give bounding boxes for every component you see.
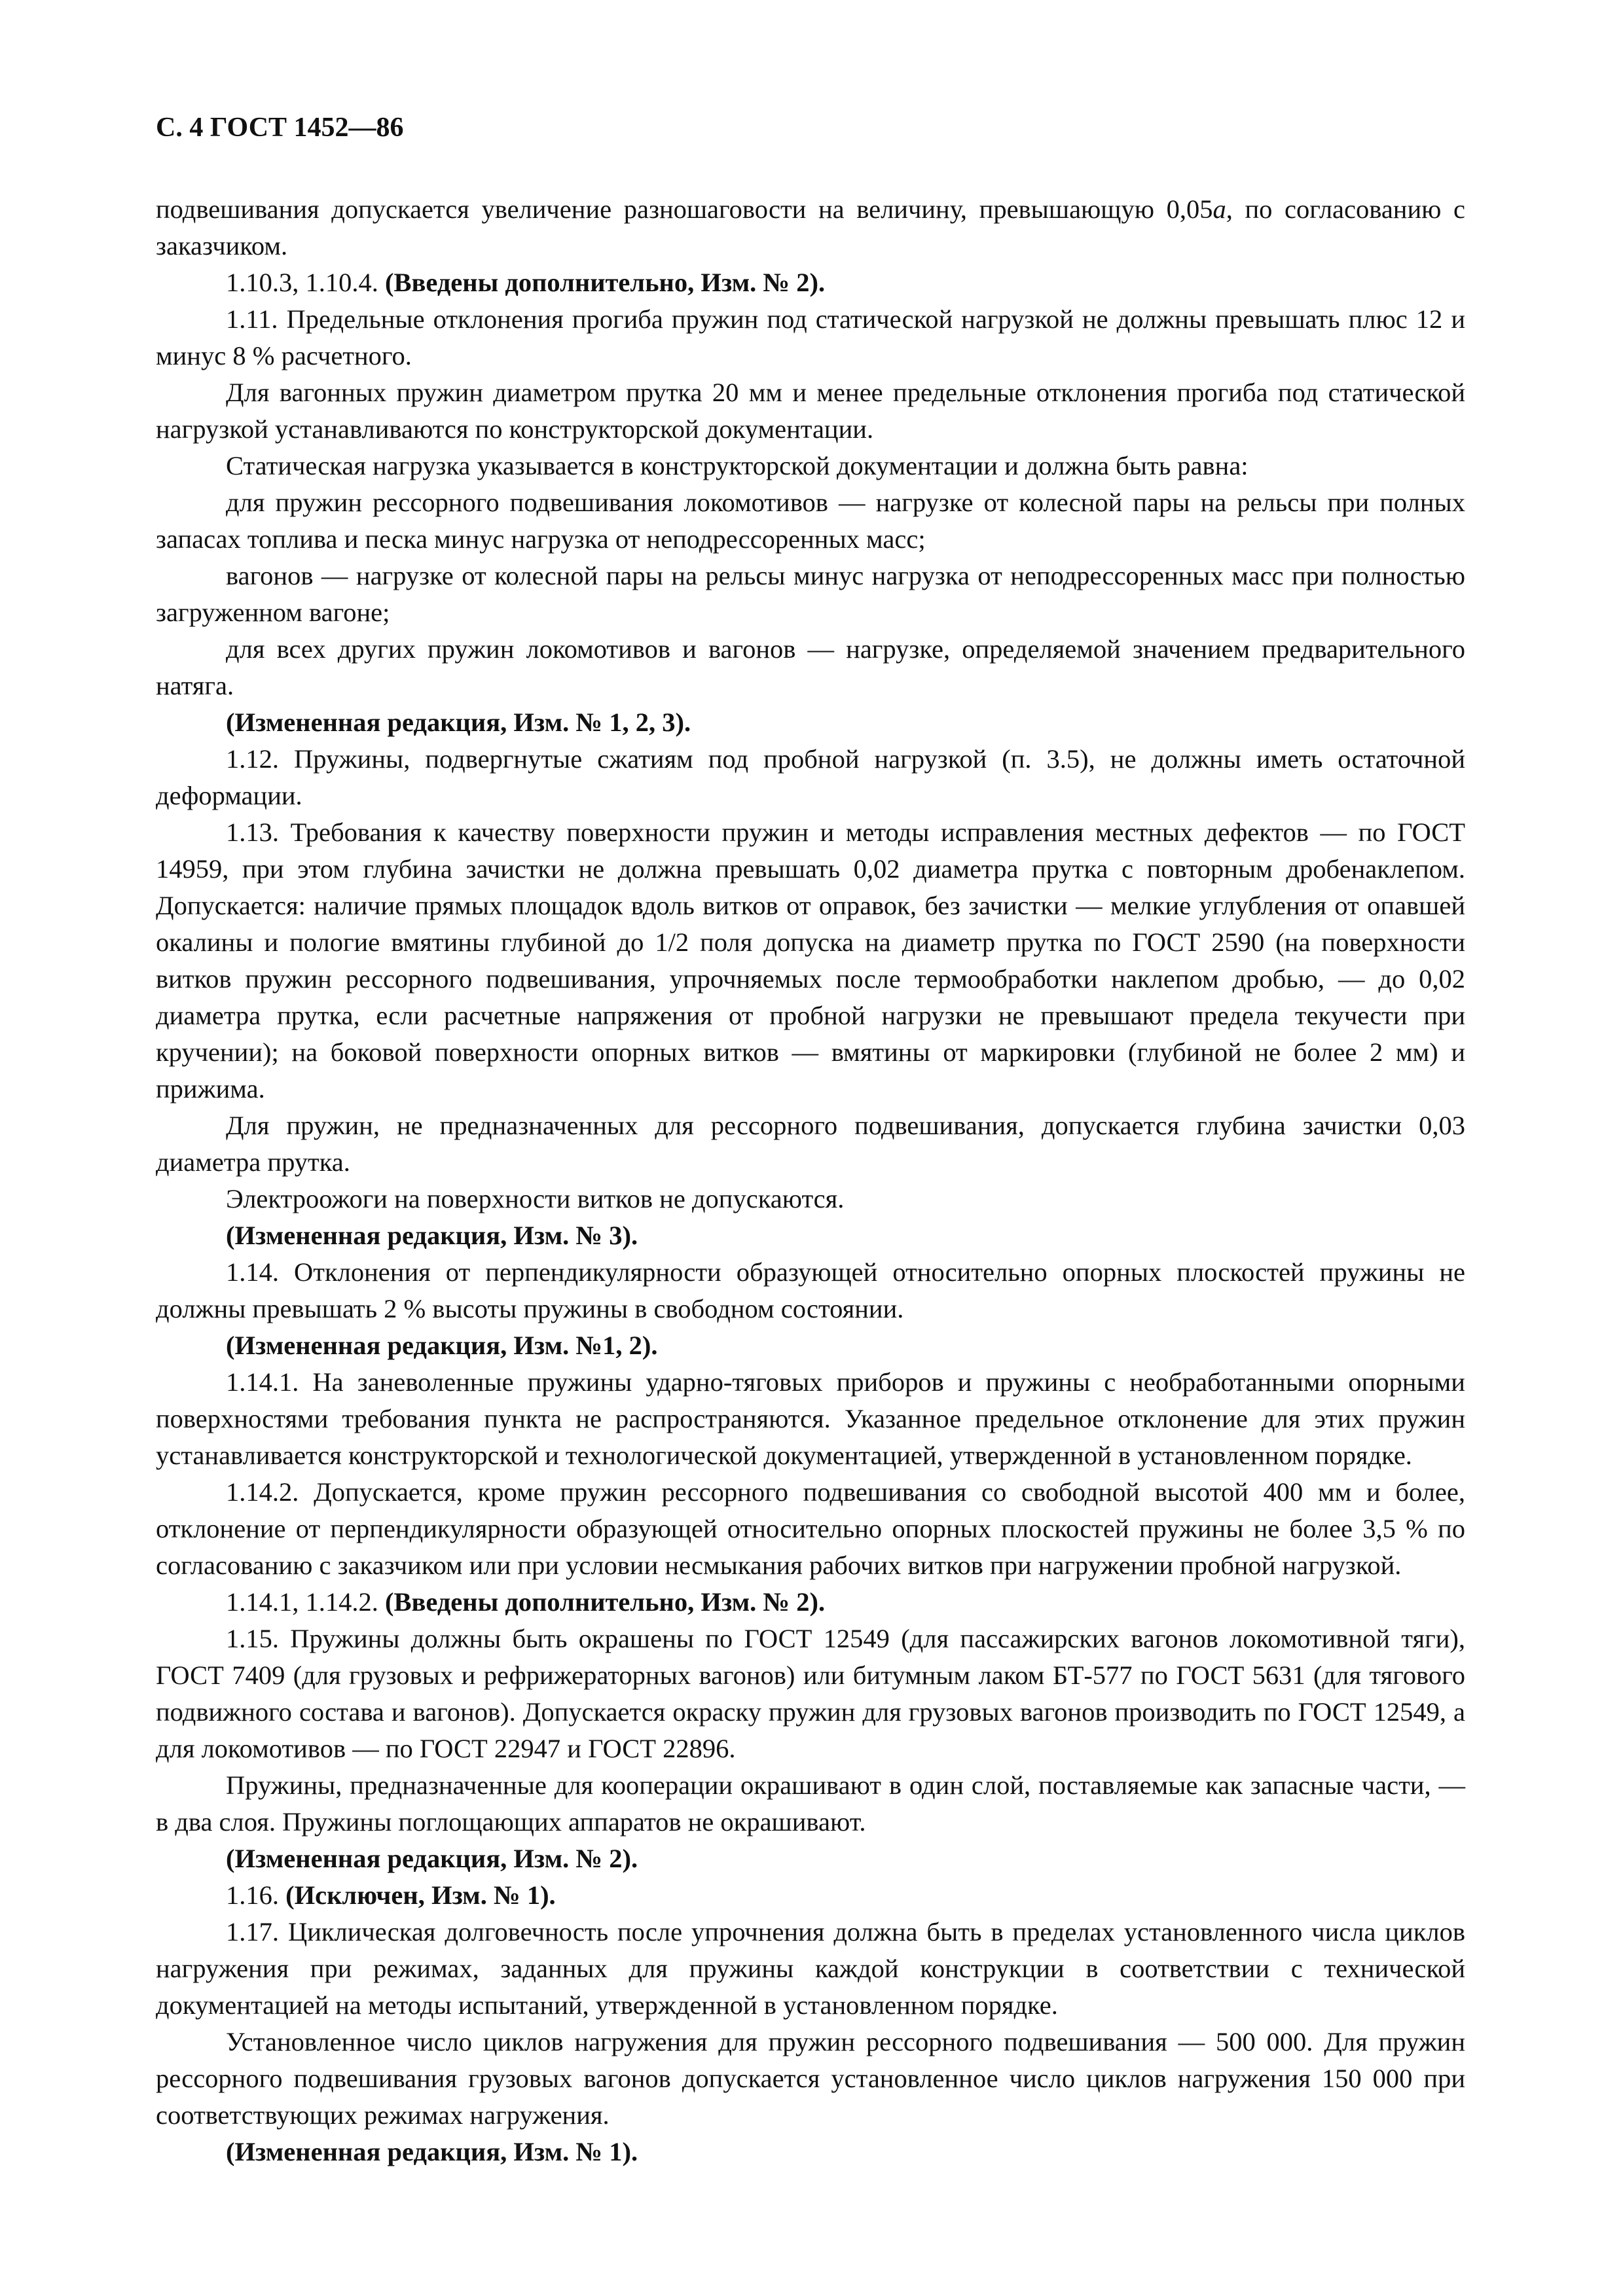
clause-1-10-3-note bbox=[156, 264, 1465, 301]
amendment-note: (Измененная редакция, Изм. №1, 2). bbox=[226, 1331, 658, 1360]
clause-1-14-1: 1.14.1. На заневоленные пружины ударно-тяговых приборов и пружины с необработанными опорными поверхностями требования пункта не распространяются. Указанное предельное отклонение для этих пружин устанавливается конструкторской и технологической документацией, утвержденной в установленном порядке. bbox=[156, 1367, 1465, 1470]
variable-a: a bbox=[1213, 194, 1226, 224]
amendment-note: (Введены дополнительно, Изм. № 2). bbox=[385, 268, 826, 297]
amendment-note: (Исключен, Изм. № 1). bbox=[285, 1880, 556, 1910]
clause-1-15: 1.15. Пружины должны быть окрашены по ГОСТ 12549 (для пассажирских вагонов локомотивной тяги), ГОСТ 7409 (для грузовых и рефрижераторных вагонов) или битумным лаком БТ-577 по ГОСТ 5631 (для тягового подвижного состава и вагонов). Допускается окраску пружин для грузовых вагонов производить по ГОСТ 12549, а для локомотивов — по ГОСТ 22947 и ГОСТ 22896. bbox=[156, 1624, 1465, 1763]
paragraph: для пружин рессорного подвешивания локомотивов — нагрузке от колесной пары на рельсы при полных запасах топлива и песка минус нагрузка от неподрессоренных масс; bbox=[156, 488, 1465, 554]
paragraph: для всех других пружин локомотивов и вагонов — нагрузке, определяемой значением предварительного натяга. bbox=[156, 634, 1465, 700]
clause-1-16 bbox=[156, 1877, 1465, 1914]
paragraph: Статическая нагрузка указывается в конструкторской документации и должна быть равна: bbox=[226, 451, 1249, 480]
amendment-note: (Измененная редакция, Изм. № 2). bbox=[226, 1844, 638, 1873]
paragraph: Электроожоги на поверхности витков не допускаются. bbox=[226, 1184, 845, 1213]
amendment-note: (Измененная редакция, Изм. № 1, 2, 3). bbox=[226, 708, 691, 737]
text-run: , по согласованию с заказчиком. bbox=[156, 194, 1466, 260]
clause-1-14: 1.14. Отклонения от перпендикулярности образующей относительно опорных плоскостей пружины не должны превышать 2 % высоты пружины в свободном состоянии. bbox=[156, 1257, 1465, 1323]
clause-1-13: 1.13. Требования к качеству поверхности пружин и методы исправления местных дефектов — по ГОСТ 14959, при этом глубина зачистки не должна превышать 0,02 диаметра прутка с повторным дробенаклепом. Допускается: наличие прямых площадок вдоль витков от оправок, без зачистки — мелкие углубления от опавшей окалины и пологие вмятины глубиной до 1/2 поля допуска на диаметр прутка по ГОСТ 2590 (на поверхности витков пружин рессорного подвешивания, упрочняемых после термообработки наклепом дробью, — до 0,02 диаметра прутка, если расчетные напряжения от пробной нагрузки не превышают предела текучести при кручении); на боковой поверхности опорных витков — вмятины от маркировки (глубиной не более 2 мм) и прижима. bbox=[156, 817, 1465, 1103]
clause-number: 1.10.3, 1.10.4. bbox=[226, 268, 385, 297]
paragraph: вагонов — нагрузке от колесной пары на рельсы минус нагрузка от неподрессоренных масс при полностью загруженном вагоне; bbox=[156, 561, 1465, 627]
clause-1-11: 1.11. Предельные отклонения прогиба пружин под статической нагрузкой не должны превышать плюс 12 и минус 8 % расчетного. bbox=[156, 304, 1465, 370]
paragraph: Установленное число циклов нагружения для пружин рессорного подвешивания — 500 000. Для пружин рессорного подвешивания грузовых вагонов допускается установленное число циклов нагружения 150 000 при соответствующих режимах нагружения. bbox=[156, 2027, 1465, 2130]
paragraph: Для вагонных пружин диаметром прутка 20 мм и менее предельные отклонения прогиба под статической нагрузкой устанавливаются по конструкторской документации. bbox=[156, 378, 1465, 444]
clause-number: 1.16. bbox=[226, 1880, 286, 1910]
amendment-note: (Измененная редакция, Изм. № 3). bbox=[226, 1221, 638, 1250]
clause-1-14-2: 1.14.2. Допускается, кроме пружин рессорного подвешивания со свободной высотой 400 мм и более, отклонение от перпендикулярности образующей относительно опорных плоскостей пружины не более 3,5 % по согласованию с заказчиком или при условии несмыкания рабочих витков при нагружении пробной нагрузкой. bbox=[156, 1477, 1465, 1580]
amendment-note: (Измененная редакция, Изм. № 1). bbox=[226, 2137, 638, 2166]
paragraph-continuation bbox=[156, 191, 1465, 264]
clause-number: 1.14.1, 1.14.2. bbox=[226, 1587, 385, 1617]
paragraph: Пружины, предназначенные для кооперации окрашивают в один слой, поставляемые как запасные части, — в два слоя. Пружины поглощающих аппаратов не окрашивают. bbox=[156, 1770, 1465, 1837]
paragraph: Для пружин, не предназначенных для рессорного подвешивания, допускается глубина зачистки 0,03 диаметра прутка. bbox=[156, 1111, 1465, 1177]
document-body bbox=[156, 191, 1465, 2170]
page-header: С. 4 ГОСТ 1452—86 bbox=[156, 113, 404, 143]
text-run: подвешивания допускается увеличение разношаговости на величину, превышающую 0,05 bbox=[156, 194, 1213, 224]
clause-1-17: 1.17. Циклическая долговечность после упрочнения должна быть в пределах установленного числа циклов нагружения при режимах, заданных для пружины каждой конструкции в соответствии с технической документацией на методы испытаний, утвержденной в установленном порядке. bbox=[156, 1917, 1465, 2020]
clause-1-12: 1.12. Пружины, подвергнутые сжатиям под пробной нагрузкой (п. 3.5), не должны иметь остаточной деформации. bbox=[156, 744, 1465, 810]
clause-1-14-1-note bbox=[156, 1584, 1465, 1621]
amendment-note: (Введены дополнительно, Изм. № 2). bbox=[385, 1587, 826, 1617]
